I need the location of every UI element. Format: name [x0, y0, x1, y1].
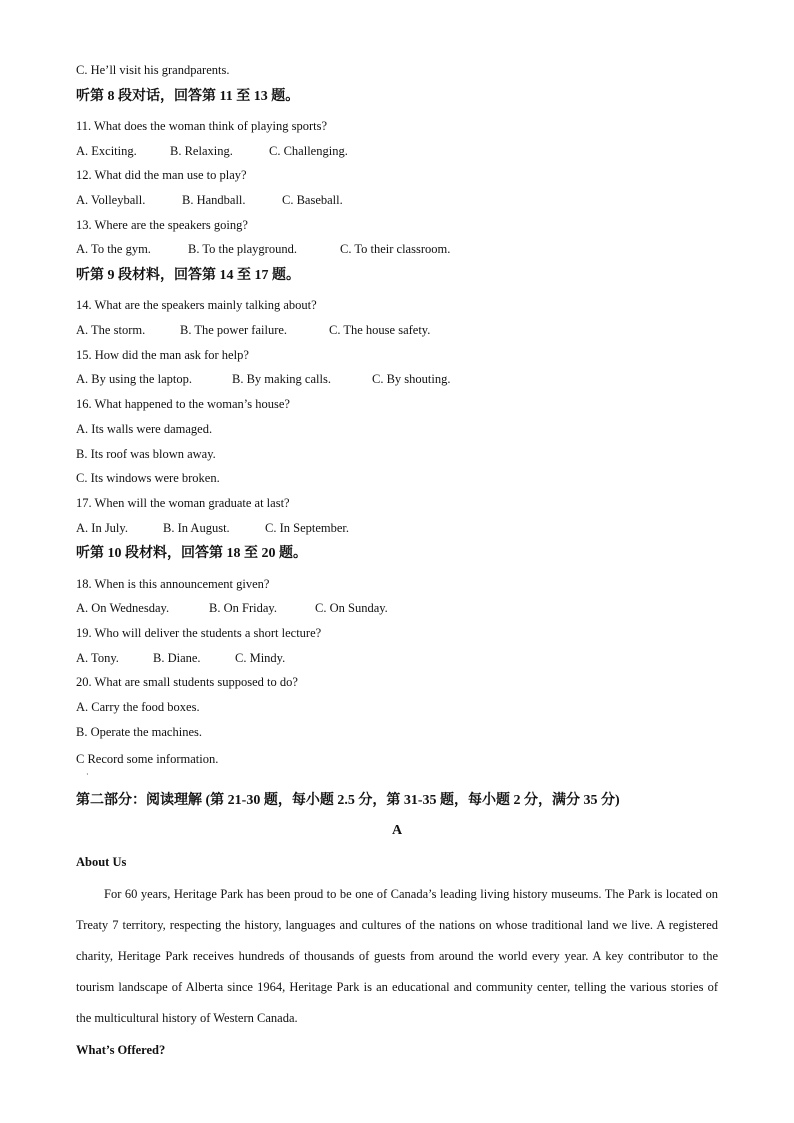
q18-options: [76, 600, 388, 616]
q20-option-c: C Record some information.: [76, 752, 219, 766]
q17-option-c: C. In September.: [265, 521, 350, 535]
q13-option-b: B. To the playground.: [188, 242, 297, 256]
q12-option-a: A. Volleyball.: [76, 193, 146, 207]
q12-option-b: B. Handball.: [182, 193, 246, 207]
about-us-paragraph: For 60 years, Heritage Park has been proud to be one of Canada’s leading living history museums. The Park is located on Treaty 7 territory, respecting the history, languages and cultures of the nations on whose traditional land we live. A registered charity, Heritage Park receives hundreds of thousands of guests from around the world every year. A key contributor to the tourism landscape of Alberta since 1964, Heritage Park is an educational and community center, telling the various stories of the multicultural history of Western Canada.: [76, 887, 718, 1025]
q18-option-a: A. On Wednesday.: [76, 601, 170, 615]
q12-options: [76, 192, 343, 208]
q16-option-c: C. Its windows were broken.: [76, 471, 220, 485]
q17-stem: 17. When will the woman graduate at last?: [76, 496, 290, 510]
q13-option-c: C. To their classroom.: [340, 242, 451, 256]
q20-option-a: A. Carry the food boxes.: [76, 700, 200, 714]
q11-option-c: C. Challenging.: [269, 144, 348, 158]
q10-option-c: C. He’ll visit his grandparents.: [76, 63, 230, 77]
q13-option-a: A. To the gym.: [76, 242, 151, 256]
whats-offered-title: What’s Offered?: [76, 1043, 166, 1057]
q19-option-c: C. Mindy.: [235, 651, 286, 665]
q18-stem: 18. When is this announcement given?: [76, 577, 270, 591]
q16-option-a: A. Its walls were damaged.: [76, 422, 213, 436]
q14-option-a: A. The storm.: [76, 323, 146, 337]
q18-option-c: C. On Sunday.: [315, 601, 388, 615]
q16-stem: 16. What happened to the woman’s house?: [76, 397, 290, 411]
q14-stem: 14. What are the speakers mainly talking about?: [76, 298, 317, 312]
passage-label: A: [391, 823, 403, 838]
q18-option-b: B. On Friday.: [209, 601, 277, 615]
q13-options: [76, 241, 450, 257]
q14-option-b: B. The power failure.: [180, 323, 288, 337]
q17-option-b: B. In August.: [163, 521, 230, 535]
q19-options: [76, 650, 285, 666]
q11-stem: 11. What does the woman think of playing sports?: [76, 119, 328, 133]
about-us-title: About Us: [76, 855, 127, 869]
stray-dot-mark: ·: [86, 770, 89, 779]
q11-options: [76, 143, 348, 159]
q14-option-c: C. The house safety.: [329, 323, 431, 337]
q14-options: [76, 322, 430, 338]
q15-option-c: C. By shouting.: [372, 372, 451, 386]
q19-option-b: B. Diane.: [153, 651, 201, 665]
part2-heading: 第二部分：阅读理解 (第 21-30 题，每小题 2.5 分，第 31-35 题，每小题 2 分，满分 35 分): [76, 793, 620, 808]
q20-stem: 20. What are small students supposed to do?: [76, 675, 298, 689]
section-heading-10: 听第 10 段材料，回答第 18 至 20 题。: [76, 546, 307, 561]
section-heading-8: 听第 8 段对话，回答第 11 至 13 题。: [76, 89, 300, 104]
q17-options: [76, 520, 349, 536]
q12-stem: 12. What did the man use to play?: [76, 168, 247, 182]
q12-option-c: C. Baseball.: [282, 193, 343, 207]
q19-option-a: A. Tony.: [76, 651, 119, 665]
q13-stem: 13. Where are the speakers going?: [76, 218, 248, 232]
q16-option-b: B. Its roof was blown away.: [76, 447, 216, 461]
q15-option-b: B. By making calls.: [232, 372, 331, 386]
q15-option-a: A. By using the laptop.: [76, 372, 192, 386]
q11-option-b: B. Relaxing.: [170, 144, 233, 158]
q20-option-b: B. Operate the machines.: [76, 725, 202, 739]
section-heading-9: 听第 9 段材料，回答第 14 至 17 题。: [76, 268, 300, 283]
q15-stem: 15. How did the man ask for help?: [76, 348, 249, 362]
q19-stem: 19. Who will deliver the students a short lecture?: [76, 626, 322, 640]
q11-option-a: A. Exciting.: [76, 144, 137, 158]
q17-option-a: A. In July.: [76, 521, 128, 535]
q15-options: [76, 371, 451, 387]
